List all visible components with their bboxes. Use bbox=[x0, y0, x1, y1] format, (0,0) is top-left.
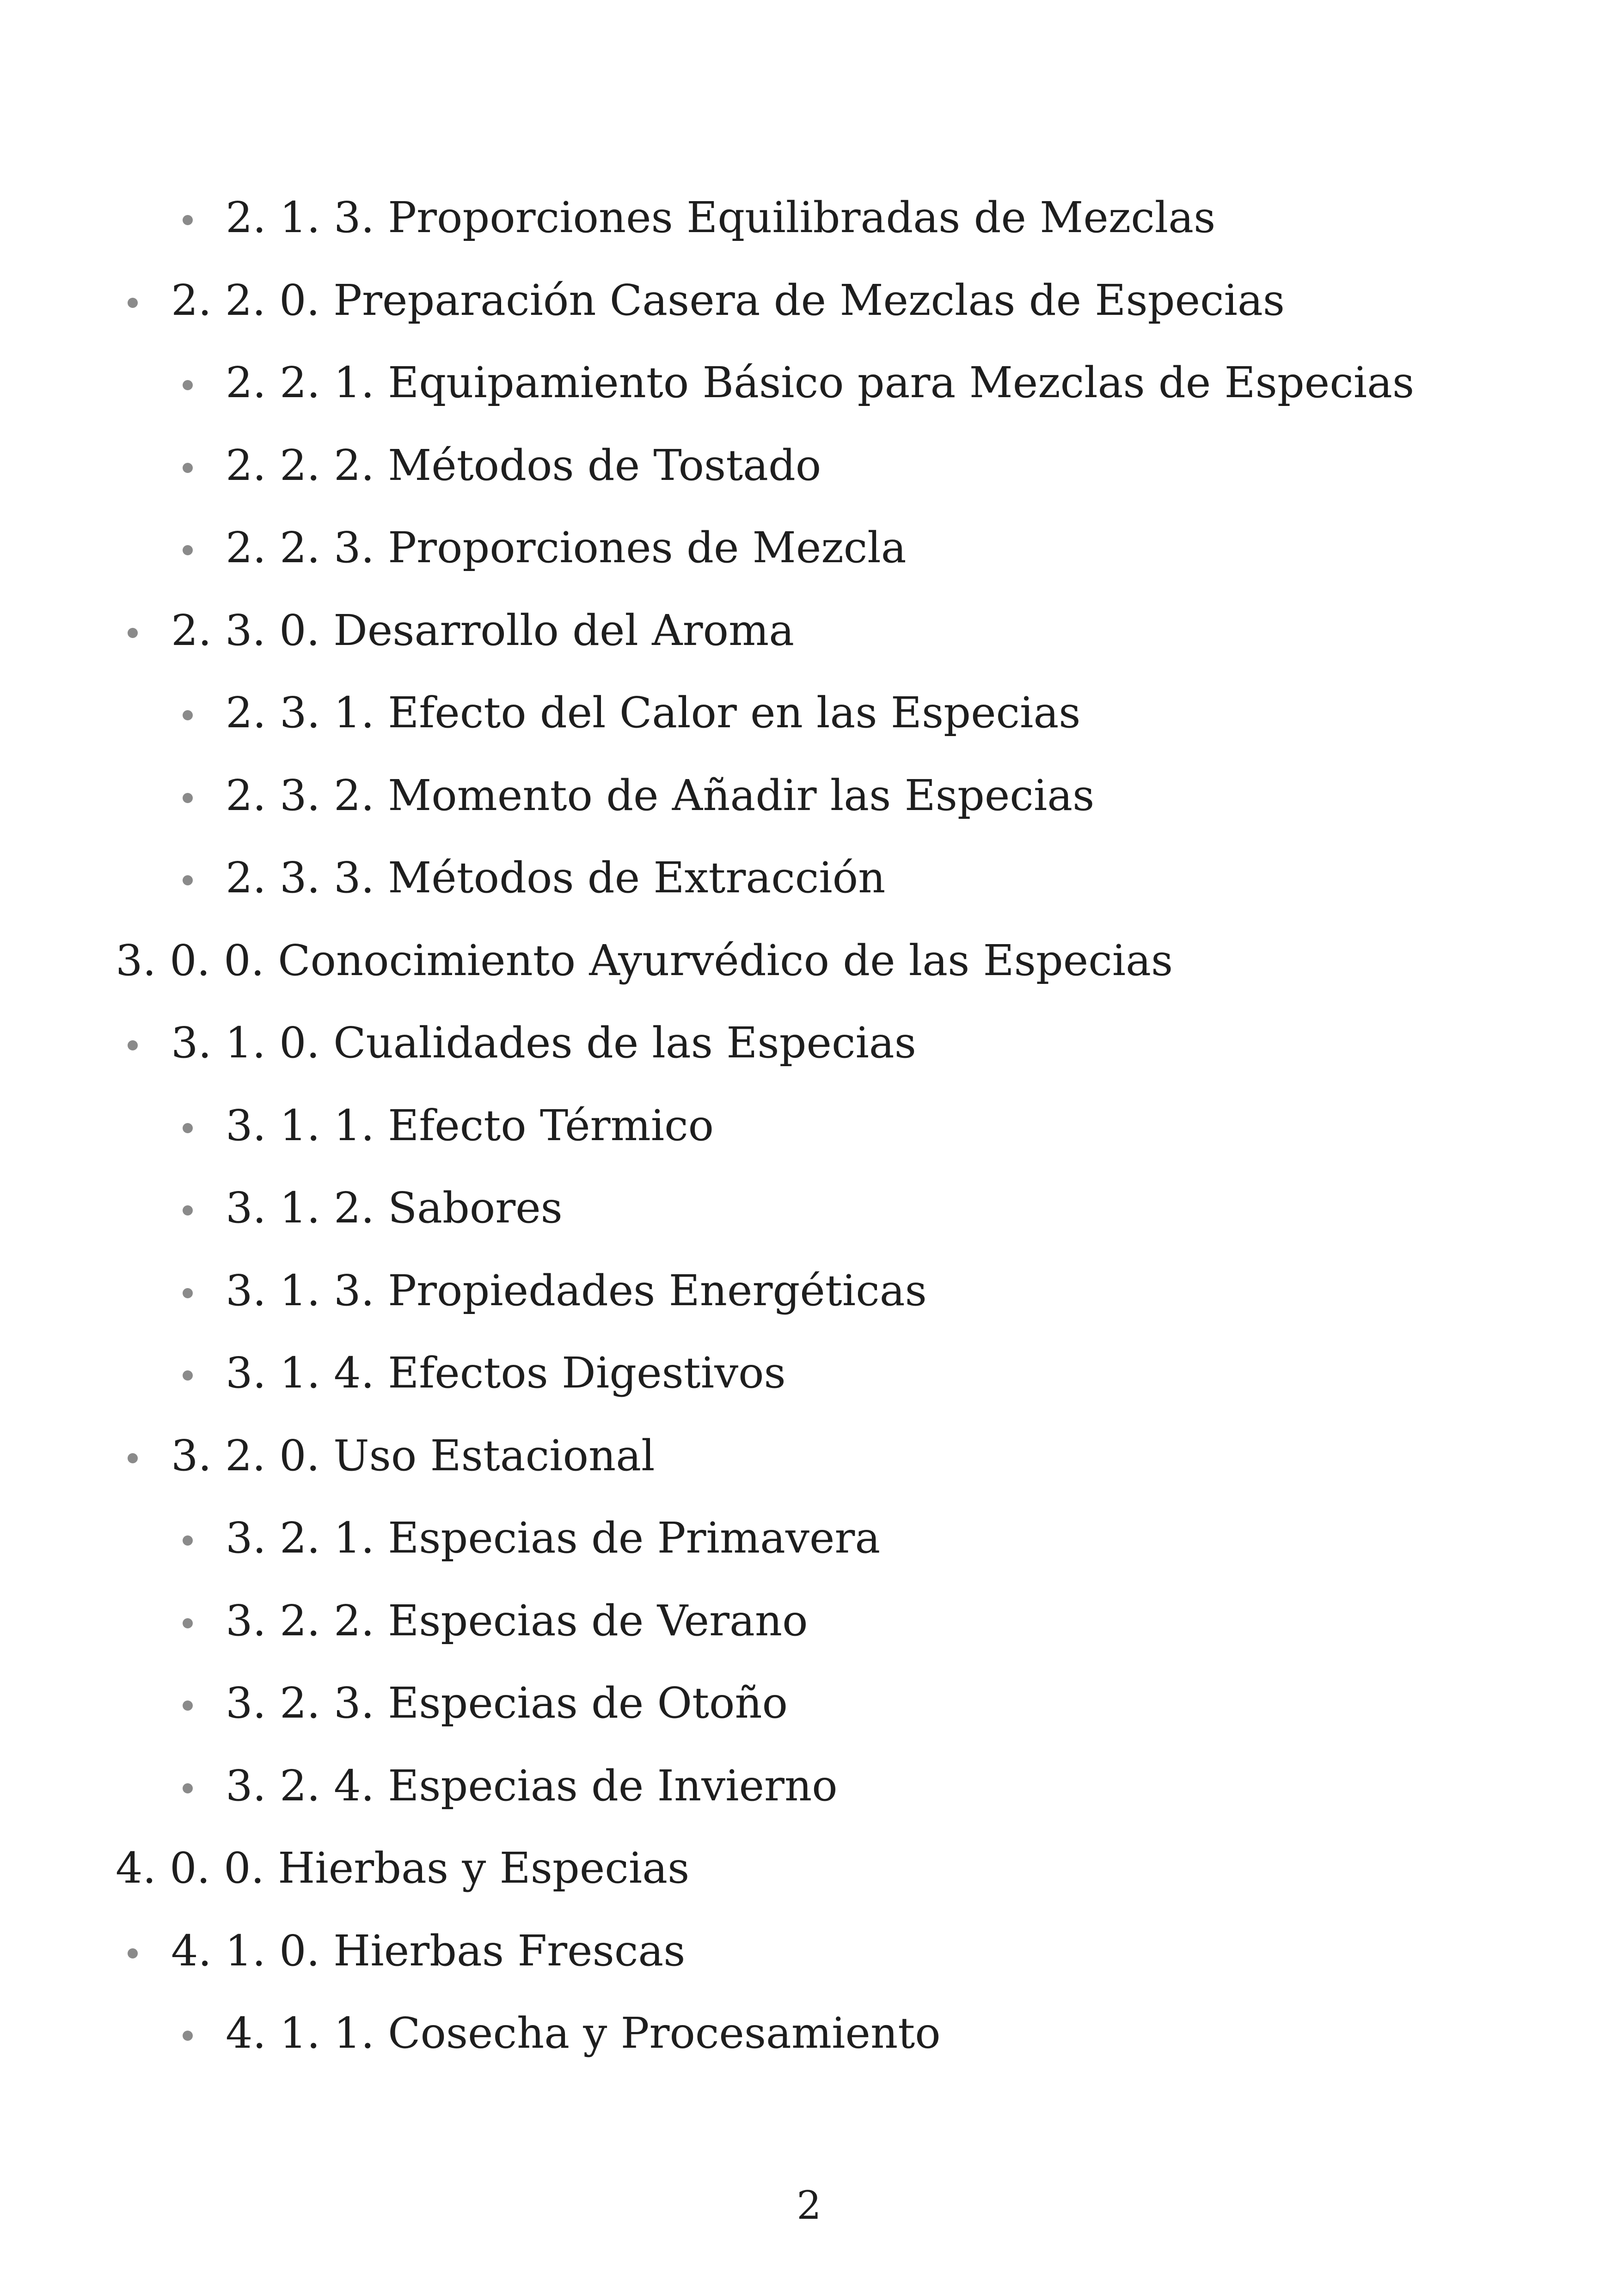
toc-entry-text: 3. 0. 0. Conocimiento Ayurvédico de las Especias bbox=[116, 935, 1173, 985]
toc-entry bbox=[0, 1497, 1618, 1580]
toc-entry-text: 2. 2. 2. Métodos de Tostado bbox=[226, 440, 821, 490]
toc-entry-text: 3. 2. 3. Especias de Otoño bbox=[226, 1678, 788, 1728]
toc-entry-text: 3. 2. 4. Especias de Invierno bbox=[226, 1761, 838, 1811]
bullet-icon bbox=[183, 215, 193, 225]
toc-entry bbox=[0, 342, 1618, 424]
bullet-icon bbox=[183, 2031, 193, 2041]
toc-entry bbox=[0, 920, 1618, 1002]
toc-entry bbox=[0, 1992, 1618, 2075]
toc-entry-text: 4. 0. 0. Hierbas y Especias bbox=[116, 1843, 690, 1893]
bullet-icon bbox=[183, 1205, 193, 1216]
bullet-icon bbox=[183, 1370, 193, 1381]
toc-entry bbox=[0, 1827, 1618, 1910]
toc-entry bbox=[0, 1002, 1618, 1085]
toc-entry-text: 3. 2. 2. Especias de Verano bbox=[226, 1596, 808, 1645]
toc-entry bbox=[0, 1580, 1618, 1663]
bullet-icon bbox=[128, 628, 138, 638]
bullet-icon bbox=[183, 1783, 193, 1793]
toc-entry bbox=[0, 259, 1618, 342]
toc-entry-text: 3. 1. 0. Cualidades de las Especias bbox=[171, 1018, 916, 1068]
toc-entry bbox=[0, 589, 1618, 672]
bullet-icon bbox=[183, 545, 193, 555]
toc-entry bbox=[0, 837, 1618, 920]
toc-entry-text: 3. 1. 2. Sabores bbox=[226, 1183, 563, 1233]
page-number: 2 bbox=[797, 2183, 821, 2228]
toc-entry-text: 2. 3. 2. Momento de Añadir las Especias bbox=[226, 770, 1095, 820]
toc-entry-text: 2. 1. 3. Proporciones Equilibradas de Mezclas bbox=[226, 193, 1216, 242]
toc-entry-text: 3. 1. 4. Efectos Digestivos bbox=[226, 1348, 786, 1398]
bullet-icon bbox=[183, 380, 193, 390]
toc-entry bbox=[0, 672, 1618, 755]
toc-entry-text: 2. 2. 3. Proporciones de Mezcla bbox=[226, 523, 907, 572]
toc-entry bbox=[0, 1332, 1618, 1415]
toc-entry bbox=[0, 507, 1618, 589]
bullet-icon bbox=[183, 1618, 193, 1628]
toc-entry-text: 2. 3. 0. Desarrollo del Aroma bbox=[171, 605, 795, 655]
bullet-icon bbox=[128, 1948, 138, 1958]
toc-entry-text: 3. 1. 1. Efecto Térmico bbox=[226, 1100, 714, 1150]
toc-entry-text: 2. 2. 1. Equipamiento Básico para Mezclas de Especias bbox=[226, 358, 1415, 407]
toc-entry bbox=[0, 424, 1618, 507]
bullet-icon bbox=[128, 1453, 138, 1463]
toc-entry bbox=[0, 1167, 1618, 1250]
toc-entry-text: 2. 3. 1. Efecto del Calor en las Especias bbox=[226, 688, 1081, 737]
toc-entry-text: 4. 1. 0. Hierbas Frescas bbox=[171, 1926, 686, 1976]
bullet-icon bbox=[128, 1040, 138, 1050]
bullet-icon bbox=[183, 875, 193, 885]
bullet-icon bbox=[183, 1123, 193, 1133]
bullet-icon bbox=[183, 463, 193, 473]
bullet-icon bbox=[183, 1288, 193, 1298]
toc-entry-text: 4. 1. 1. Cosecha y Procesamiento bbox=[226, 2008, 941, 2058]
table-of-contents bbox=[0, 177, 1618, 2075]
toc-entry bbox=[0, 755, 1618, 837]
bullet-icon bbox=[183, 793, 193, 803]
toc-entry-text: 2. 3. 3. Métodos de Extracción bbox=[226, 853, 886, 902]
toc-entry-text: 3. 1. 3. Propiedades Energéticas bbox=[226, 1265, 927, 1315]
bullet-icon bbox=[183, 710, 193, 720]
bullet-icon bbox=[128, 298, 138, 308]
toc-entry bbox=[0, 177, 1618, 259]
bullet-icon bbox=[183, 1701, 193, 1711]
toc-entry bbox=[0, 1250, 1618, 1332]
toc-entry bbox=[0, 1085, 1618, 1167]
toc-entry-text: 2. 2. 0. Preparación Casera de Mezclas de Especias bbox=[171, 275, 1285, 325]
toc-entry-text: 3. 2. 0. Uso Estacional bbox=[171, 1430, 655, 1480]
toc-entry bbox=[0, 1662, 1618, 1745]
bullet-icon bbox=[183, 1535, 193, 1546]
toc-entry-text: 3. 2. 1. Especias de Primavera bbox=[226, 1513, 881, 1563]
toc-entry bbox=[0, 1415, 1618, 1498]
toc-entry bbox=[0, 1745, 1618, 1828]
toc-entry bbox=[0, 1910, 1618, 1993]
